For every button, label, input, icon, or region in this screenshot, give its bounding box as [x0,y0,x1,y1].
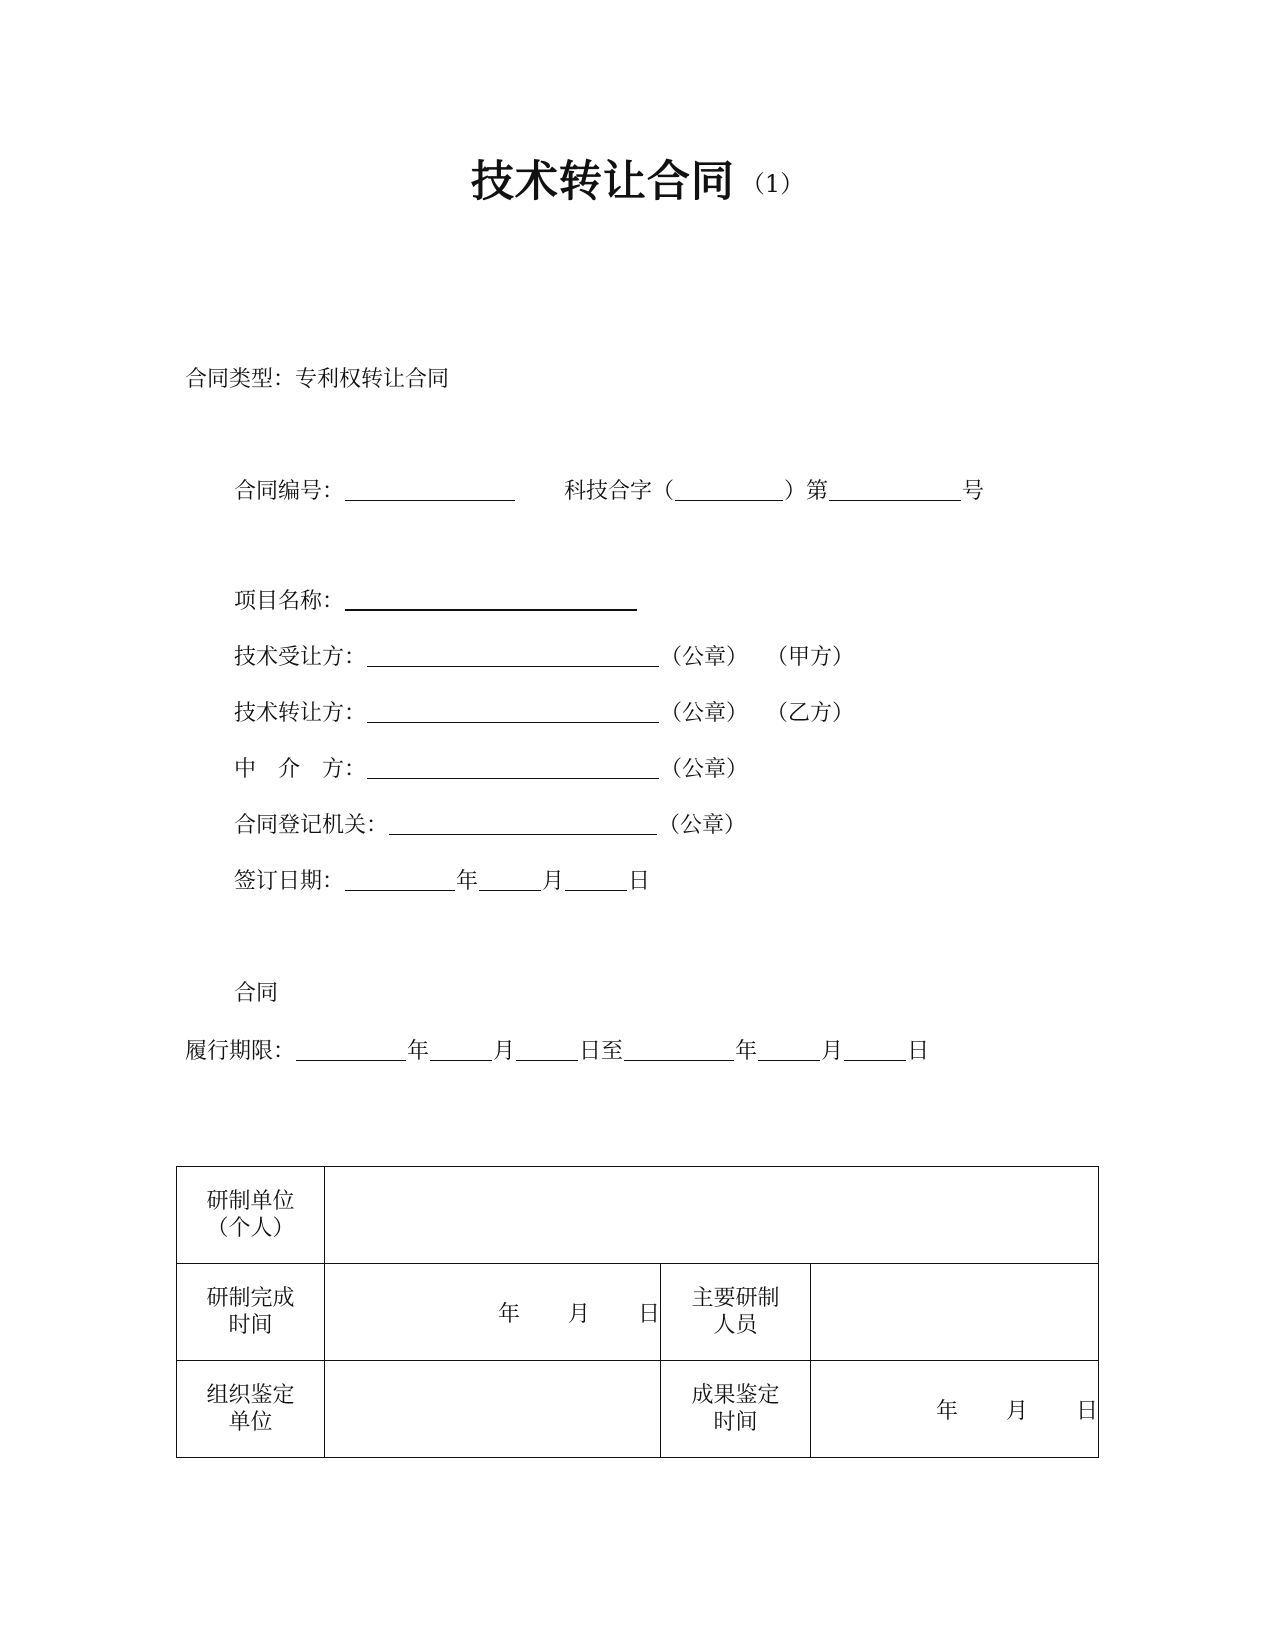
eval-org-label-cell [177,1361,325,1458]
development-info-table [176,1166,1099,1458]
document-title [0,148,1275,209]
contract-number-line [234,474,984,505]
term-end-year-label: 年 [735,1039,758,1064]
eval-org-label: 组织鉴定单位 [206,1383,295,1435]
eval-time-year: 年 [935,1398,958,1424]
table-row [177,1264,1099,1361]
eval-time-label: 成果鉴定时间 [691,1383,780,1435]
intermediary-seal: （公章） [660,757,749,782]
term-label: 履行期限： [185,1039,296,1064]
term-start-month-label: 月 [493,1039,516,1064]
tech-prefix-label: 科技合字（ [564,479,675,504]
signing-year-label: 年 [456,869,479,894]
tech-code-blank[interactable] [675,478,783,501]
term-start-day-label: 日至 [579,1039,624,1064]
term-start-day-blank[interactable] [516,1038,578,1061]
table-row [177,1361,1099,1458]
transferee-blank[interactable] [367,644,659,667]
signing-month-label: 月 [542,869,565,894]
title-main: 技术转让合同 [470,157,735,207]
project-name-blank[interactable] [345,587,637,611]
transferee-role: （甲方） [766,645,855,670]
transferee-line [234,640,854,671]
registry-blank[interactable] [389,812,657,835]
term-line [185,1034,929,1065]
signing-month-blank[interactable] [479,868,541,891]
eval-time-label-cell [661,1361,811,1458]
term-end-day-blank[interactable] [844,1038,906,1061]
dev-time-day: 日 [637,1301,660,1327]
term-end-day-label: 日 [907,1039,930,1064]
signing-year-blank[interactable] [345,868,455,891]
eval-org-value-cell[interactable] [325,1361,661,1458]
dev-unit-value-cell[interactable] [325,1167,1099,1264]
transferor-line [234,696,854,727]
eval-time-day: 日 [1076,1398,1099,1424]
main-staff-label-cell [661,1264,811,1361]
transferor-role: （乙方） [766,701,855,726]
dev-time-year: 年 [497,1301,520,1327]
registry-label: 合同登记机关： [234,813,389,838]
transferor-label: 技术转让方： [234,701,367,726]
project-name-line [234,584,638,615]
contract-type-value: 专利权转让合同 [295,367,450,392]
contract-number-label: 合同编号： [234,479,345,504]
transferor-blank[interactable] [367,700,659,723]
registry-line [234,808,746,839]
term-heading: 合同 [234,981,279,1006]
signing-date-line [234,864,650,895]
term-start-year-label: 年 [407,1039,430,1064]
transferee-label: 技术受让方： [234,645,367,670]
signing-date-label: 签订日期： [234,869,345,894]
project-name-label: 项目名称： [234,589,345,614]
title-suffix: （1） [740,170,805,198]
transferor-seal: （公章） [660,701,749,726]
eval-time-value-cell[interactable] [811,1361,1099,1458]
tech-hao-label: 号 [962,479,985,504]
signing-day-blank[interactable] [565,868,627,891]
dev-time-month: 月 [567,1301,590,1327]
intermediary-label: 中 介 方： [234,757,367,782]
contract-number-blank[interactable] [345,478,515,501]
eval-time-month: 月 [1005,1398,1028,1424]
transferee-seal: （公章） [660,645,749,670]
registry-seal: （公章） [658,813,747,838]
dev-time-label-cell [177,1264,325,1361]
contract-type-line [185,362,449,393]
main-staff-value-cell[interactable] [811,1264,1099,1361]
main-staff-label: 主要研制人员 [691,1286,780,1338]
dev-time-label: 研制完成时间 [206,1286,295,1338]
term-end-month-label: 月 [821,1039,844,1064]
term-start-year-blank[interactable] [296,1038,406,1061]
term-end-year-blank[interactable] [624,1038,734,1061]
intermediary-blank[interactable] [367,756,659,779]
term-start-month-blank[interactable] [430,1038,492,1061]
intermediary-line [234,752,748,783]
tech-serial-blank[interactable] [829,478,961,501]
signing-day-label: 日 [628,869,651,894]
dev-time-value-cell[interactable] [325,1264,661,1361]
dev-unit-label-cell [177,1167,325,1264]
contract-type-label: 合同类型： [185,367,296,392]
tech-di-label: ）第 [784,479,829,504]
dev-unit-label: 研制单位（个人） [206,1189,295,1241]
term-end-month-blank[interactable] [758,1038,820,1061]
table-row [177,1167,1099,1264]
